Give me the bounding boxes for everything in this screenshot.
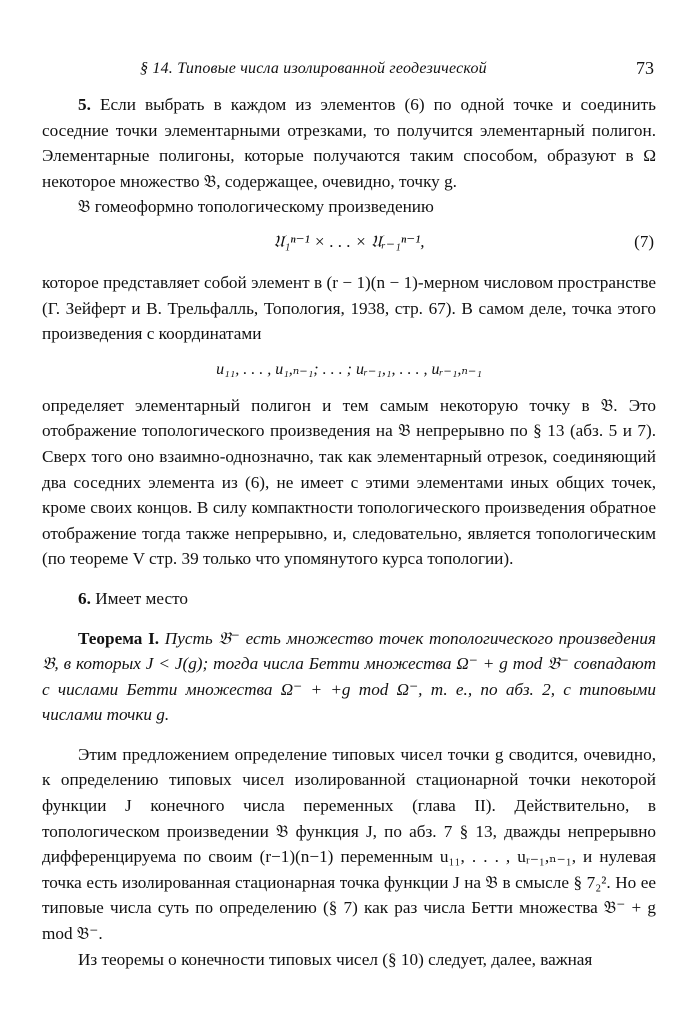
paragraph-number: 5.: [78, 95, 91, 114]
formula-expression: u₁₁, . . . , u₁,ₙ₋₁; . . . ; uᵣ₋₁,₁, . . . , uᵣ₋₁,ₙ₋₁: [216, 360, 482, 378]
formula-expression: 𝔘₁ⁿ⁻¹ × . . . × 𝔘ᵣ₋₁ⁿ⁻¹,: [273, 231, 425, 251]
paragraph-proof: Этим предложением определение типовых чисел точки g сводится, очевидно, к определению типовых чисел изолированной стационарной точки некоторой функции J конечного числа переменных (глава II). Действительно, в топологическом произведении 𝔅 функция J, по абз. 7 § 13, дважды непрерывно дифференцируема по своим (r−1)(n−1) переменным u₁₁, . . . , uᵣ₋₁,ₙ₋₁, и нулевая точка есть изолированная стационарная точка функции J на 𝔅 в смысле § 7₂². Но ее типовые числа суть по определению (§ 7) как раз числа Бетти множества 𝔅⁻ + g mod 𝔅⁻.: [42, 744, 656, 944]
theorem-label: Теорема I.: [78, 628, 160, 648]
paragraph-text: Имеет место: [95, 588, 188, 608]
paragraph-number: 6.: [78, 588, 91, 608]
page-header: [42, 56, 656, 84]
formula-7: [42, 220, 656, 270]
paragraph-finite: Из теоремы о конечности типовых чисел (§ 10) следует, далее, важная: [78, 949, 593, 969]
paragraph-represents: которое представляет собой элемент в (r − 1)(n − 1)-мерном числовом пространстве (Г. Зейферт и В. Трельфалль, Топология, 1938, стр. 67). В самом деле, точка этого произведения с координатами: [42, 272, 656, 344]
paragraph-5: [42, 92, 656, 194]
page-number: 73: [636, 58, 654, 78]
formula-coordinates: [42, 347, 656, 393]
paragraph-defines: определяет элементарный полигон и тем самым некоторую точку в 𝔅. Это отображение топологического произведения на 𝔅 непрерывно по § 13 (абз. 5 и 7). Сверх того оно взаимно-однозначно, так как элементарный отрезок, соединяющий два соседних элемента из (6), не имеет с этими элементами иных общих точек, кроме своих концов. В силу компактности топологического произведения обратное отображение тогда также непрерывно, и, следовательно, является топологическим (по теореме V стр. 39 только что упомянутого курса топологии).: [42, 395, 656, 569]
paragraph-6: [42, 586, 656, 612]
theorem-text: Пусть 𝔅⁻ есть множество точек топологического произведения 𝔅, в которых J < J(g); тогда числа Бетти множества Ω⁻ + g mod 𝔅⁻ совпадают с числами Бетти множества Ω⁻ + +g mod Ω⁻, т. е., по абз. 2, с типовыми числами точки g.: [42, 628, 657, 725]
paragraph-homeomorphic: 𝔅 гомеоформно топологическому произведению: [78, 197, 434, 217]
running-head: § 14. Типовые числа изолированной геодезической: [140, 60, 487, 77]
equation-number: (7): [634, 231, 654, 251]
theorem-1: [42, 626, 656, 728]
paragraph-text: Если выбрать в каждом из элементов (6) по одной точке и соединить соседние точки элементарными отрезками, то получится элементарный полигон. Элементарные полигоны, которые получаются таким способом, образуют в Ω некоторое множество 𝔅, содержащее, очевидно, точку g.: [42, 95, 656, 191]
page: [42, 56, 656, 972]
